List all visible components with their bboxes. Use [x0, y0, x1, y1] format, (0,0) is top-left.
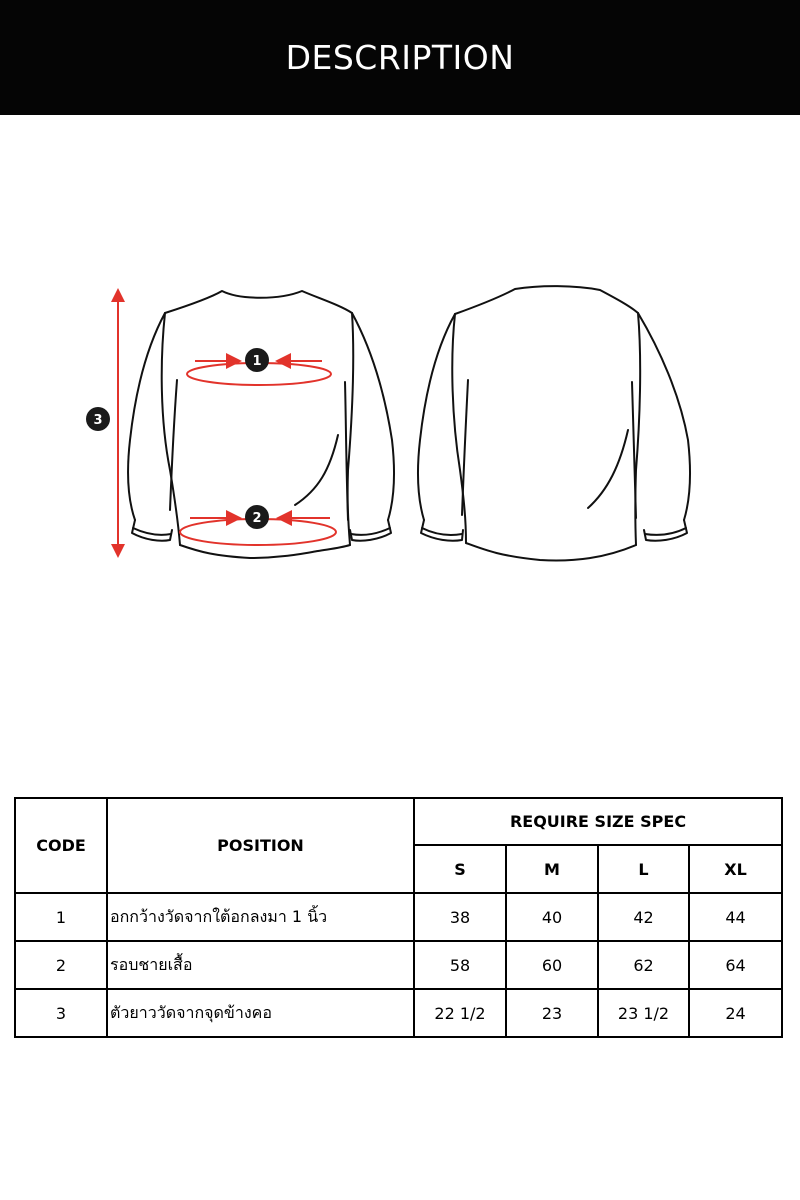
table-row — [15, 893, 782, 941]
table-header-row — [15, 798, 782, 845]
row-value-m: 40 — [506, 893, 598, 941]
header-bar — [0, 0, 800, 115]
row-position: รอบชายเสื้อ — [107, 941, 414, 989]
chest-measure — [187, 348, 331, 385]
garment-diagram — [0, 270, 800, 590]
row-value-m: 60 — [506, 941, 598, 989]
header-size-spec: REQUIRE SIZE SPEC — [414, 798, 782, 845]
row-code: 1 — [15, 893, 107, 941]
row-value-s: 58 — [414, 941, 506, 989]
row-position: อกกว้างวัดจากใต้อกลงมา 1 นิ้ว — [107, 893, 414, 941]
hem-measure — [180, 505, 336, 545]
row-value-s: 38 — [414, 893, 506, 941]
header-size-l: L — [598, 845, 689, 893]
row-value-xl: 24 — [689, 989, 782, 1037]
row-value-xl: 64 — [689, 941, 782, 989]
row-value-m: 23 — [506, 989, 598, 1037]
row-value-xl: 44 — [689, 893, 782, 941]
size-spec-table — [14, 797, 783, 1038]
page-title: DESCRIPTION — [285, 38, 515, 77]
header-code: CODE — [15, 798, 107, 893]
header-size-m: M — [506, 845, 598, 893]
row-value-s: 22 1/2 — [414, 989, 506, 1037]
row-value-l: 23 1/2 — [598, 989, 689, 1037]
marker-2-label: 2 — [252, 511, 262, 526]
header-size-xl: XL — [689, 845, 782, 893]
row-value-l: 62 — [598, 941, 689, 989]
row-value-l: 42 — [598, 893, 689, 941]
row-code: 3 — [15, 989, 107, 1037]
row-code: 2 — [15, 941, 107, 989]
header-size-s: S — [414, 845, 506, 893]
length-measure — [86, 288, 125, 558]
table-row — [15, 989, 782, 1037]
header-position: POSITION — [107, 798, 414, 893]
marker-3-label: 3 — [93, 413, 103, 428]
table-row — [15, 941, 782, 989]
marker-1-label: 1 — [252, 354, 262, 369]
back-garment — [418, 286, 690, 560]
row-position: ตัวยาววัดจากจุดข้างคอ — [107, 989, 414, 1037]
